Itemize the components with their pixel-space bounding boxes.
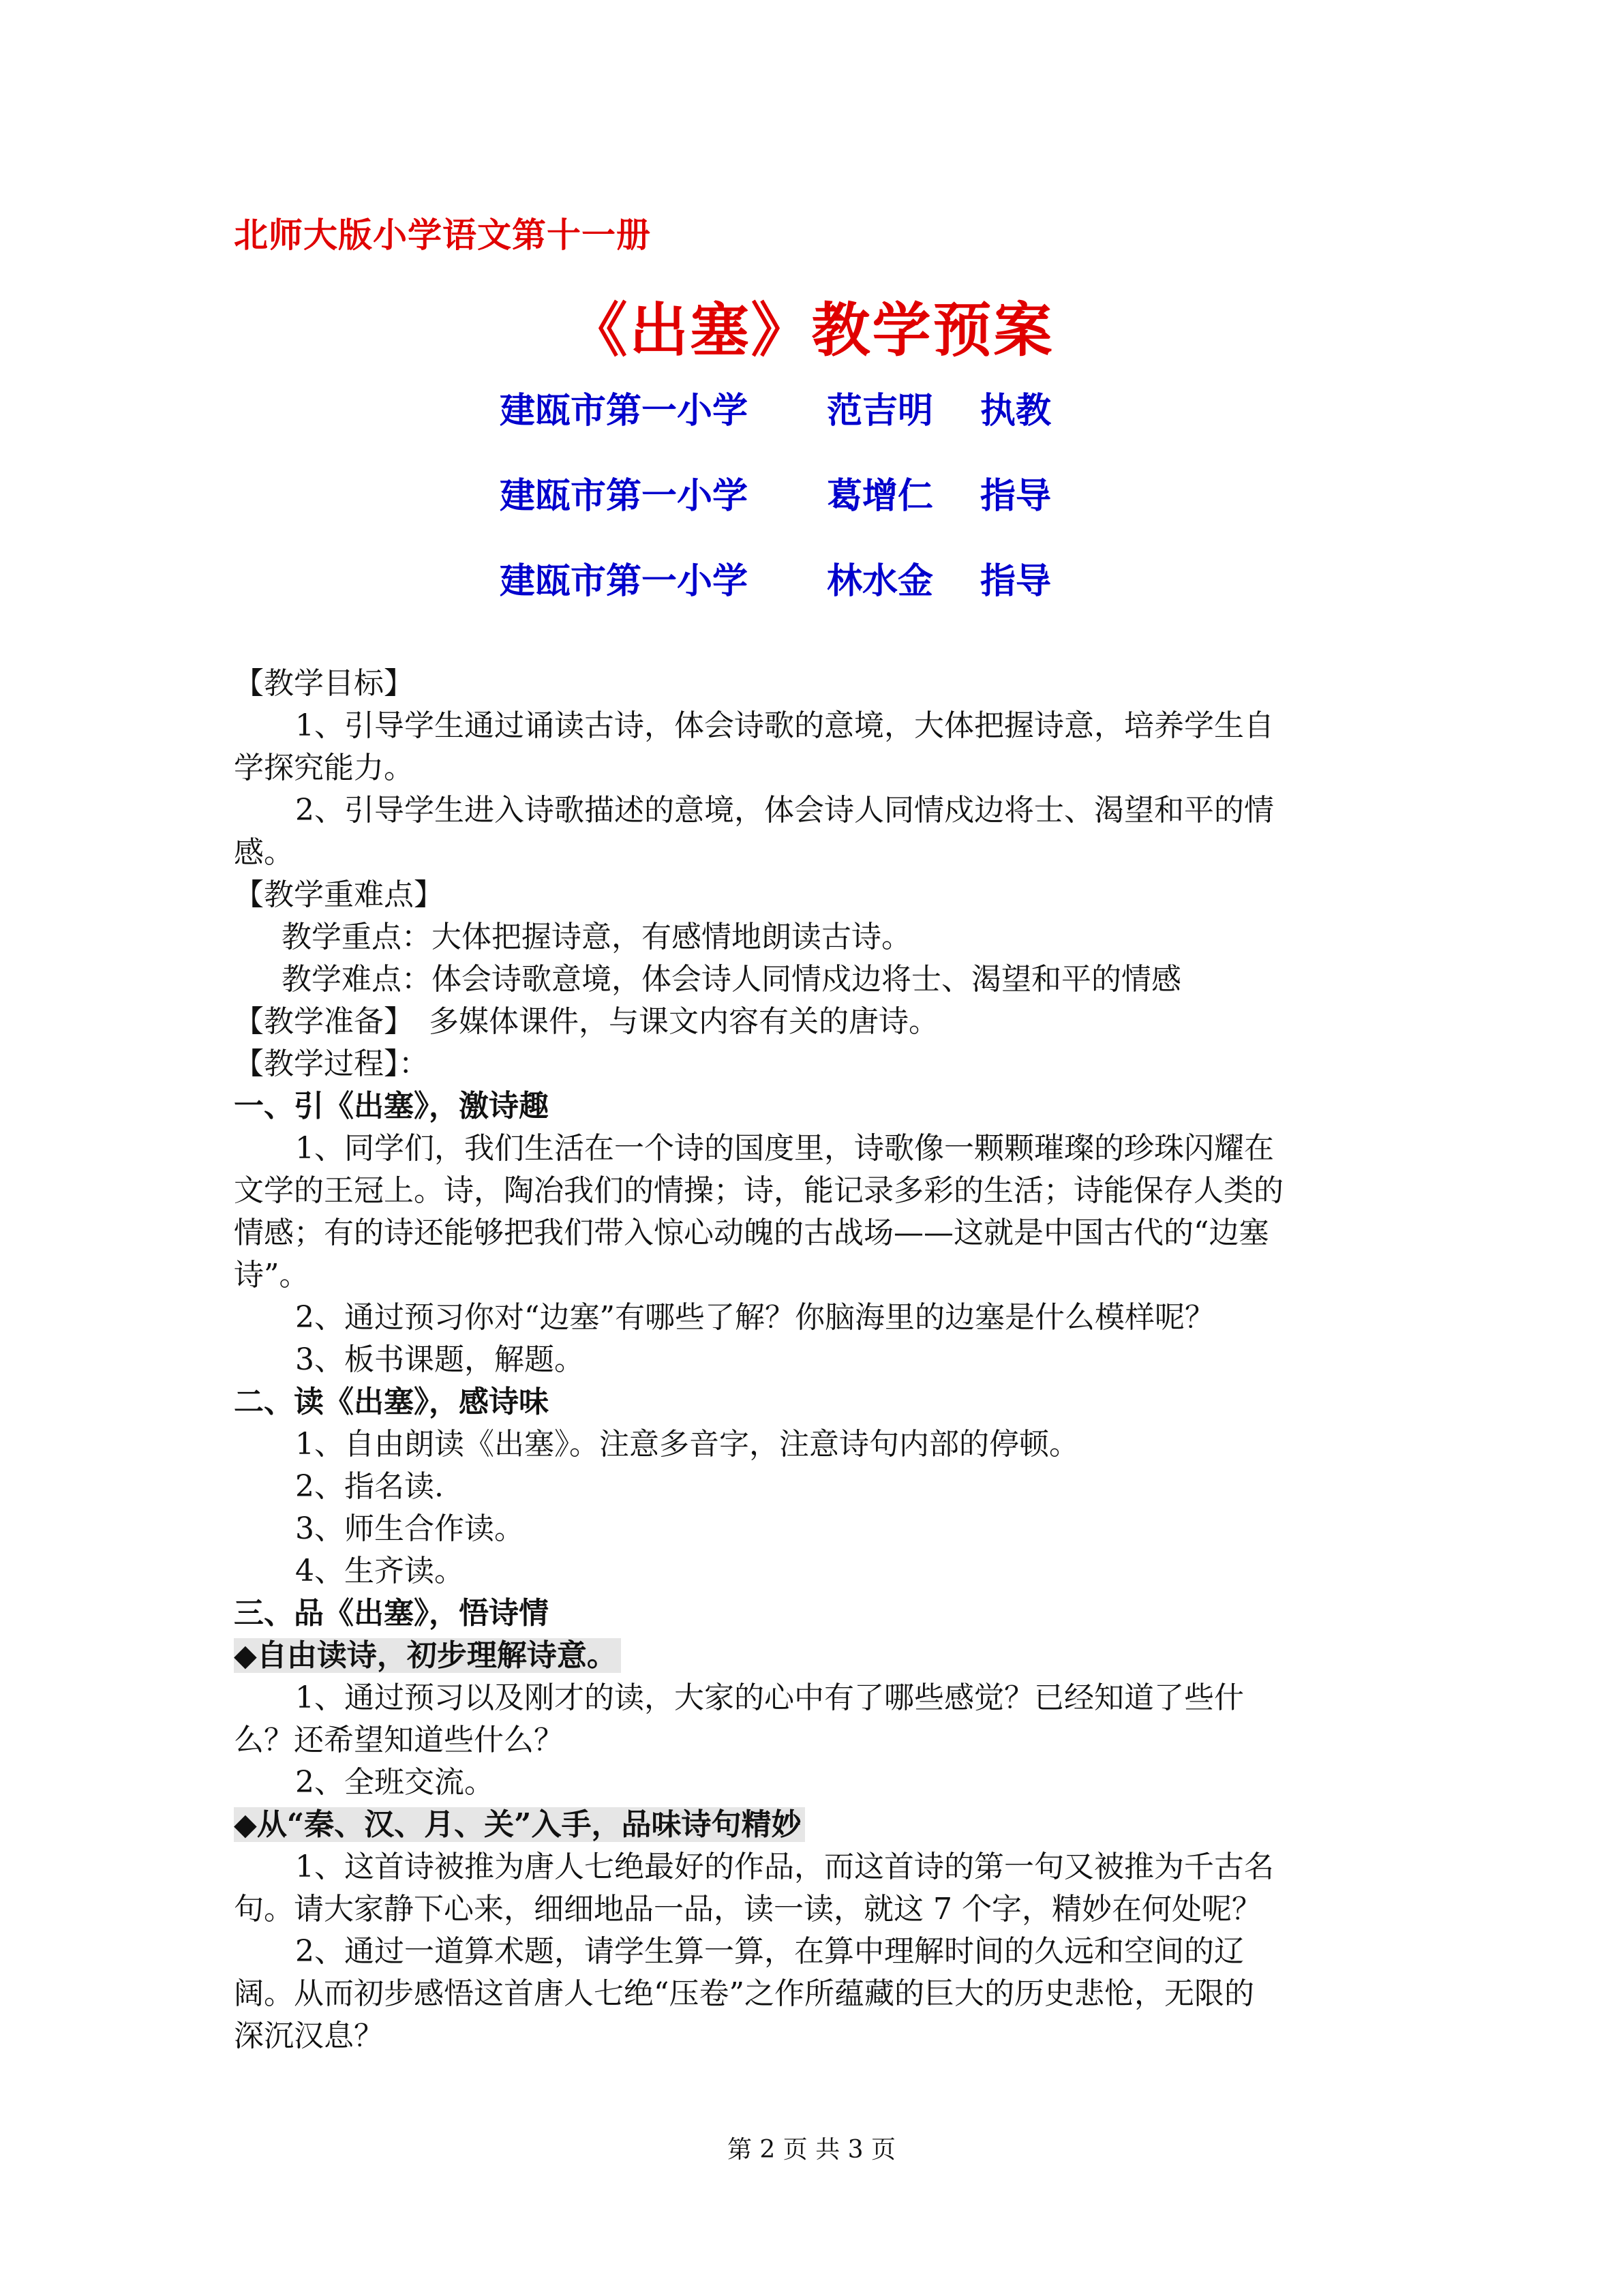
subsection-2-item-2-cont: 深沉汉息？ [234, 2019, 384, 2053]
step-3-heading: 三、品《出塞》，悟诗情 [234, 1596, 549, 1631]
document-title: 《出塞》教学预案 [568, 296, 1055, 365]
staff-row [500, 467, 1051, 518]
objective-1: 1、引导学生通过诵读古诗，体会诗歌的意境，大体把握诗意，培养学生自 [295, 708, 1274, 743]
key-point: 教学重点：大体把握诗意，有感情地朗读古诗。 [282, 920, 911, 954]
staff-name: 林水金 [827, 560, 934, 602]
staff-role: 指导 [980, 475, 1052, 517]
subsection-2-item-2-cont: 阔。从而初步感悟这首唐人七绝“压卷”之作所蕴藏的巨大的历史悲怆，无限的 [234, 1976, 1254, 2011]
subsection-1-item-1: 1、通过预习以及刚才的读，大家的心中有了哪些感觉？已经知道了些什 [295, 1680, 1244, 1715]
step-1-item-3: 3、板书课题，解题。 [295, 1342, 584, 1377]
step-2-heading: 二、读《出塞》，感诗味 [234, 1385, 549, 1419]
subsection-2-item-2: 2、通过一道算术题，请学生算一算，在算中理解时间的久远和空间的辽 [295, 1934, 1244, 1969]
objective-2: 2、引导学生进入诗歌描述的意境，体会诗人同情戍边将士、渴望和平的情 [295, 793, 1274, 828]
highlighted-text: ◆从“秦、汉、月、关”入手，品味诗句精妙 [234, 1807, 805, 1842]
section-heading-keypoints: 【教学重难点】 [234, 877, 444, 912]
subsection-1-heading [234, 1635, 621, 1677]
staff-name: 葛增仁 [827, 475, 934, 517]
page-number: 第 2 页 共 3 页 [727, 2136, 896, 2164]
subsection-2-item-1-cont: 句。请大家静下心来，细细地品一品，读一读，就这 7 个字，精妙在何处呢？ [234, 1892, 1262, 1927]
staff-school: 建瓯市第一小学 [500, 475, 748, 517]
difficult-point: 教学难点：体会诗歌意境，体会诗人同情戍边将士、渴望和平的情感 [282, 962, 1181, 997]
staff-row [500, 552, 1051, 603]
staff-role: 执教 [980, 390, 1052, 432]
publisher-line: 北师大版小学语文第十一册 [234, 215, 651, 255]
step-1-paragraph-cont: 诗”。 [234, 1258, 309, 1293]
objective-2-cont: 感。 [234, 835, 294, 870]
staff-school: 建瓯市第一小学 [500, 560, 748, 602]
highlighted-text: ◆自由读诗，初步理解诗意。 [234, 1638, 621, 1673]
objective-1-cont: 学探究能力。 [234, 751, 414, 785]
step-1-item-2: 2、通过预习你对“边塞”有哪些了解？你脑海里的边塞是什么模样呢？ [295, 1300, 1215, 1335]
staff-name: 范吉明 [827, 390, 934, 432]
subsection-2-heading [234, 1804, 805, 1846]
section-heading-objectives: 【教学目标】 [234, 666, 414, 701]
step-2-item-2: 2、指名读. [295, 1469, 444, 1504]
step-2-item-4: 4、生齐读。 [295, 1554, 464, 1588]
step-1-paragraph: 1、同学们，我们生活在一个诗的国度里，诗歌像一颗颗璀璨的珍珠闪耀在 [295, 1131, 1274, 1166]
section-heading-process: 【教学过程】： [234, 1046, 429, 1081]
subsection-1-item-1-cont: 么？还希望知道些什么？ [234, 1723, 564, 1757]
step-1-paragraph-cont: 文学的王冠上。诗，陶冶我们的情操；诗，能记录多彩的生活；诗能保存人类的 [234, 1173, 1284, 1208]
step-2-item-3: 3、师生合作读。 [295, 1511, 524, 1546]
staff-school: 建瓯市第一小学 [500, 390, 748, 432]
preparation: 【教学准备】 多媒体课件，与课文内容有关的唐诗。 [234, 1004, 939, 1039]
step-1-paragraph-cont: 情感；有的诗还能够把我们带入惊心动魄的古战场——这就是中国古代的“边塞 [234, 1215, 1269, 1250]
step-2-item-1: 1、自由朗读《出塞》。注意多音字，注意诗句内部的停顿。 [295, 1427, 1079, 1462]
step-1-heading: 一、引《出塞》，激诗趣 [234, 1089, 549, 1123]
staff-row [500, 382, 1051, 433]
staff-role: 指导 [980, 560, 1052, 602]
subsection-1-item-2: 2、全班交流。 [295, 1765, 494, 1800]
subsection-2-item-1: 1、这首诗被推为唐人七绝最好的作品，而这首诗的第一句又被推为千古名 [295, 1849, 1274, 1884]
